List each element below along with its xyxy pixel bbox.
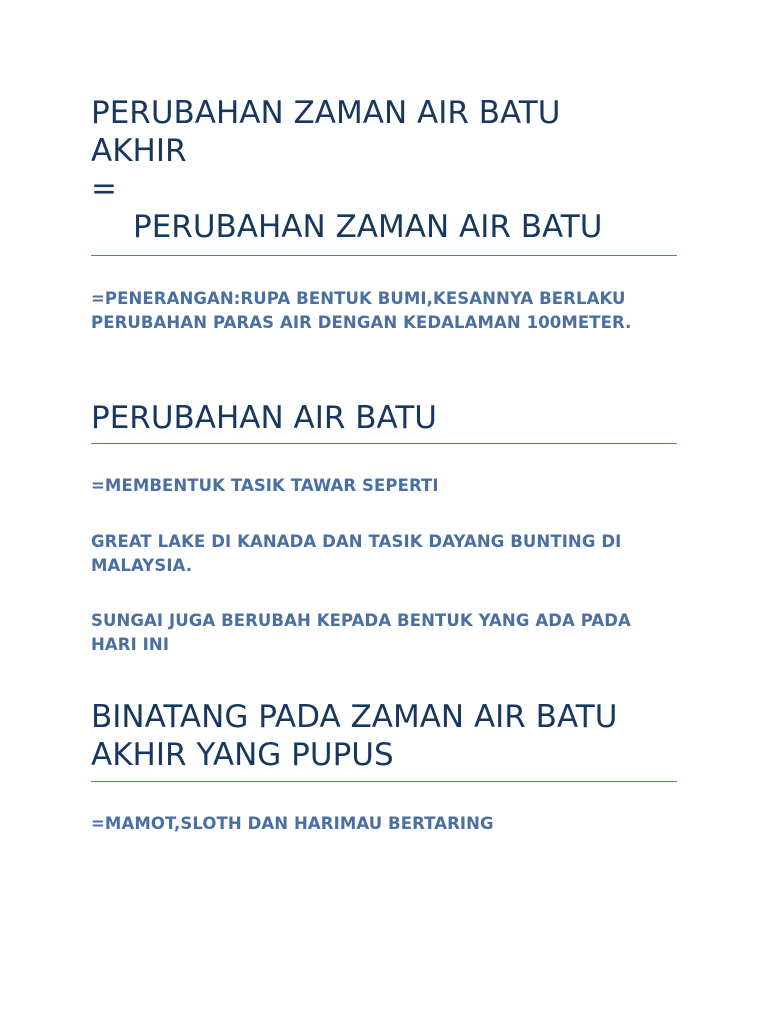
paragraph-line: HARI INI <box>91 635 170 654</box>
paragraph-line: =PENERANGAN:RUPA BENTUK BUMI,KESANNYA BERLAKU <box>91 289 626 308</box>
paragraph-line: =MEMBENTUK TASIK TAWAR SEPERTI <box>91 476 439 495</box>
heading-line: PERUBAHAN ZAMAN AIR BATU <box>91 95 561 131</box>
paragraph-line: GREAT LAKE DI KANADA DAN TASIK DAYANG BUNTING DI <box>91 532 622 551</box>
heading-line: PERUBAHAN ZAMAN AIR BATU <box>133 209 603 245</box>
section-heading-binatang-pupus <box>91 698 691 774</box>
paragraph-line: =MAMOT,SLOTH DAN HARIMAU BERTARING <box>91 814 494 833</box>
heading-line: BINATANG PADA ZAMAN AIR BATU <box>91 699 618 735</box>
paragraph-line: PERUBAHAN PARAS AIR DENGAN KEDALAMAN 100METER. <box>91 313 632 332</box>
paragraph-penerangan <box>91 287 681 335</box>
heading-line: AKHIR YANG PUPUS <box>91 737 394 773</box>
heading-underline <box>91 255 677 256</box>
paragraph-line: MALAYSIA. <box>91 556 193 575</box>
paragraph-mamot <box>91 812 681 836</box>
paragraph-sungai <box>91 609 681 657</box>
heading-line: AKHIR <box>91 133 187 169</box>
paragraph-line: SUNGAI JUGA BERUBAH KEPADA BENTUK YANG ADA PADA <box>91 611 631 630</box>
section-heading-perubahan-air-batu <box>91 399 691 437</box>
heading-underline <box>91 781 677 782</box>
section-heading-zaman-air-batu-akhir <box>91 94 691 246</box>
heading-line: = <box>91 171 117 207</box>
paragraph-great-lake <box>91 530 681 578</box>
heading-line: PERUBAHAN AIR BATU <box>91 400 437 436</box>
paragraph-tasik-tawar <box>91 474 681 498</box>
heading-underline <box>91 443 677 444</box>
